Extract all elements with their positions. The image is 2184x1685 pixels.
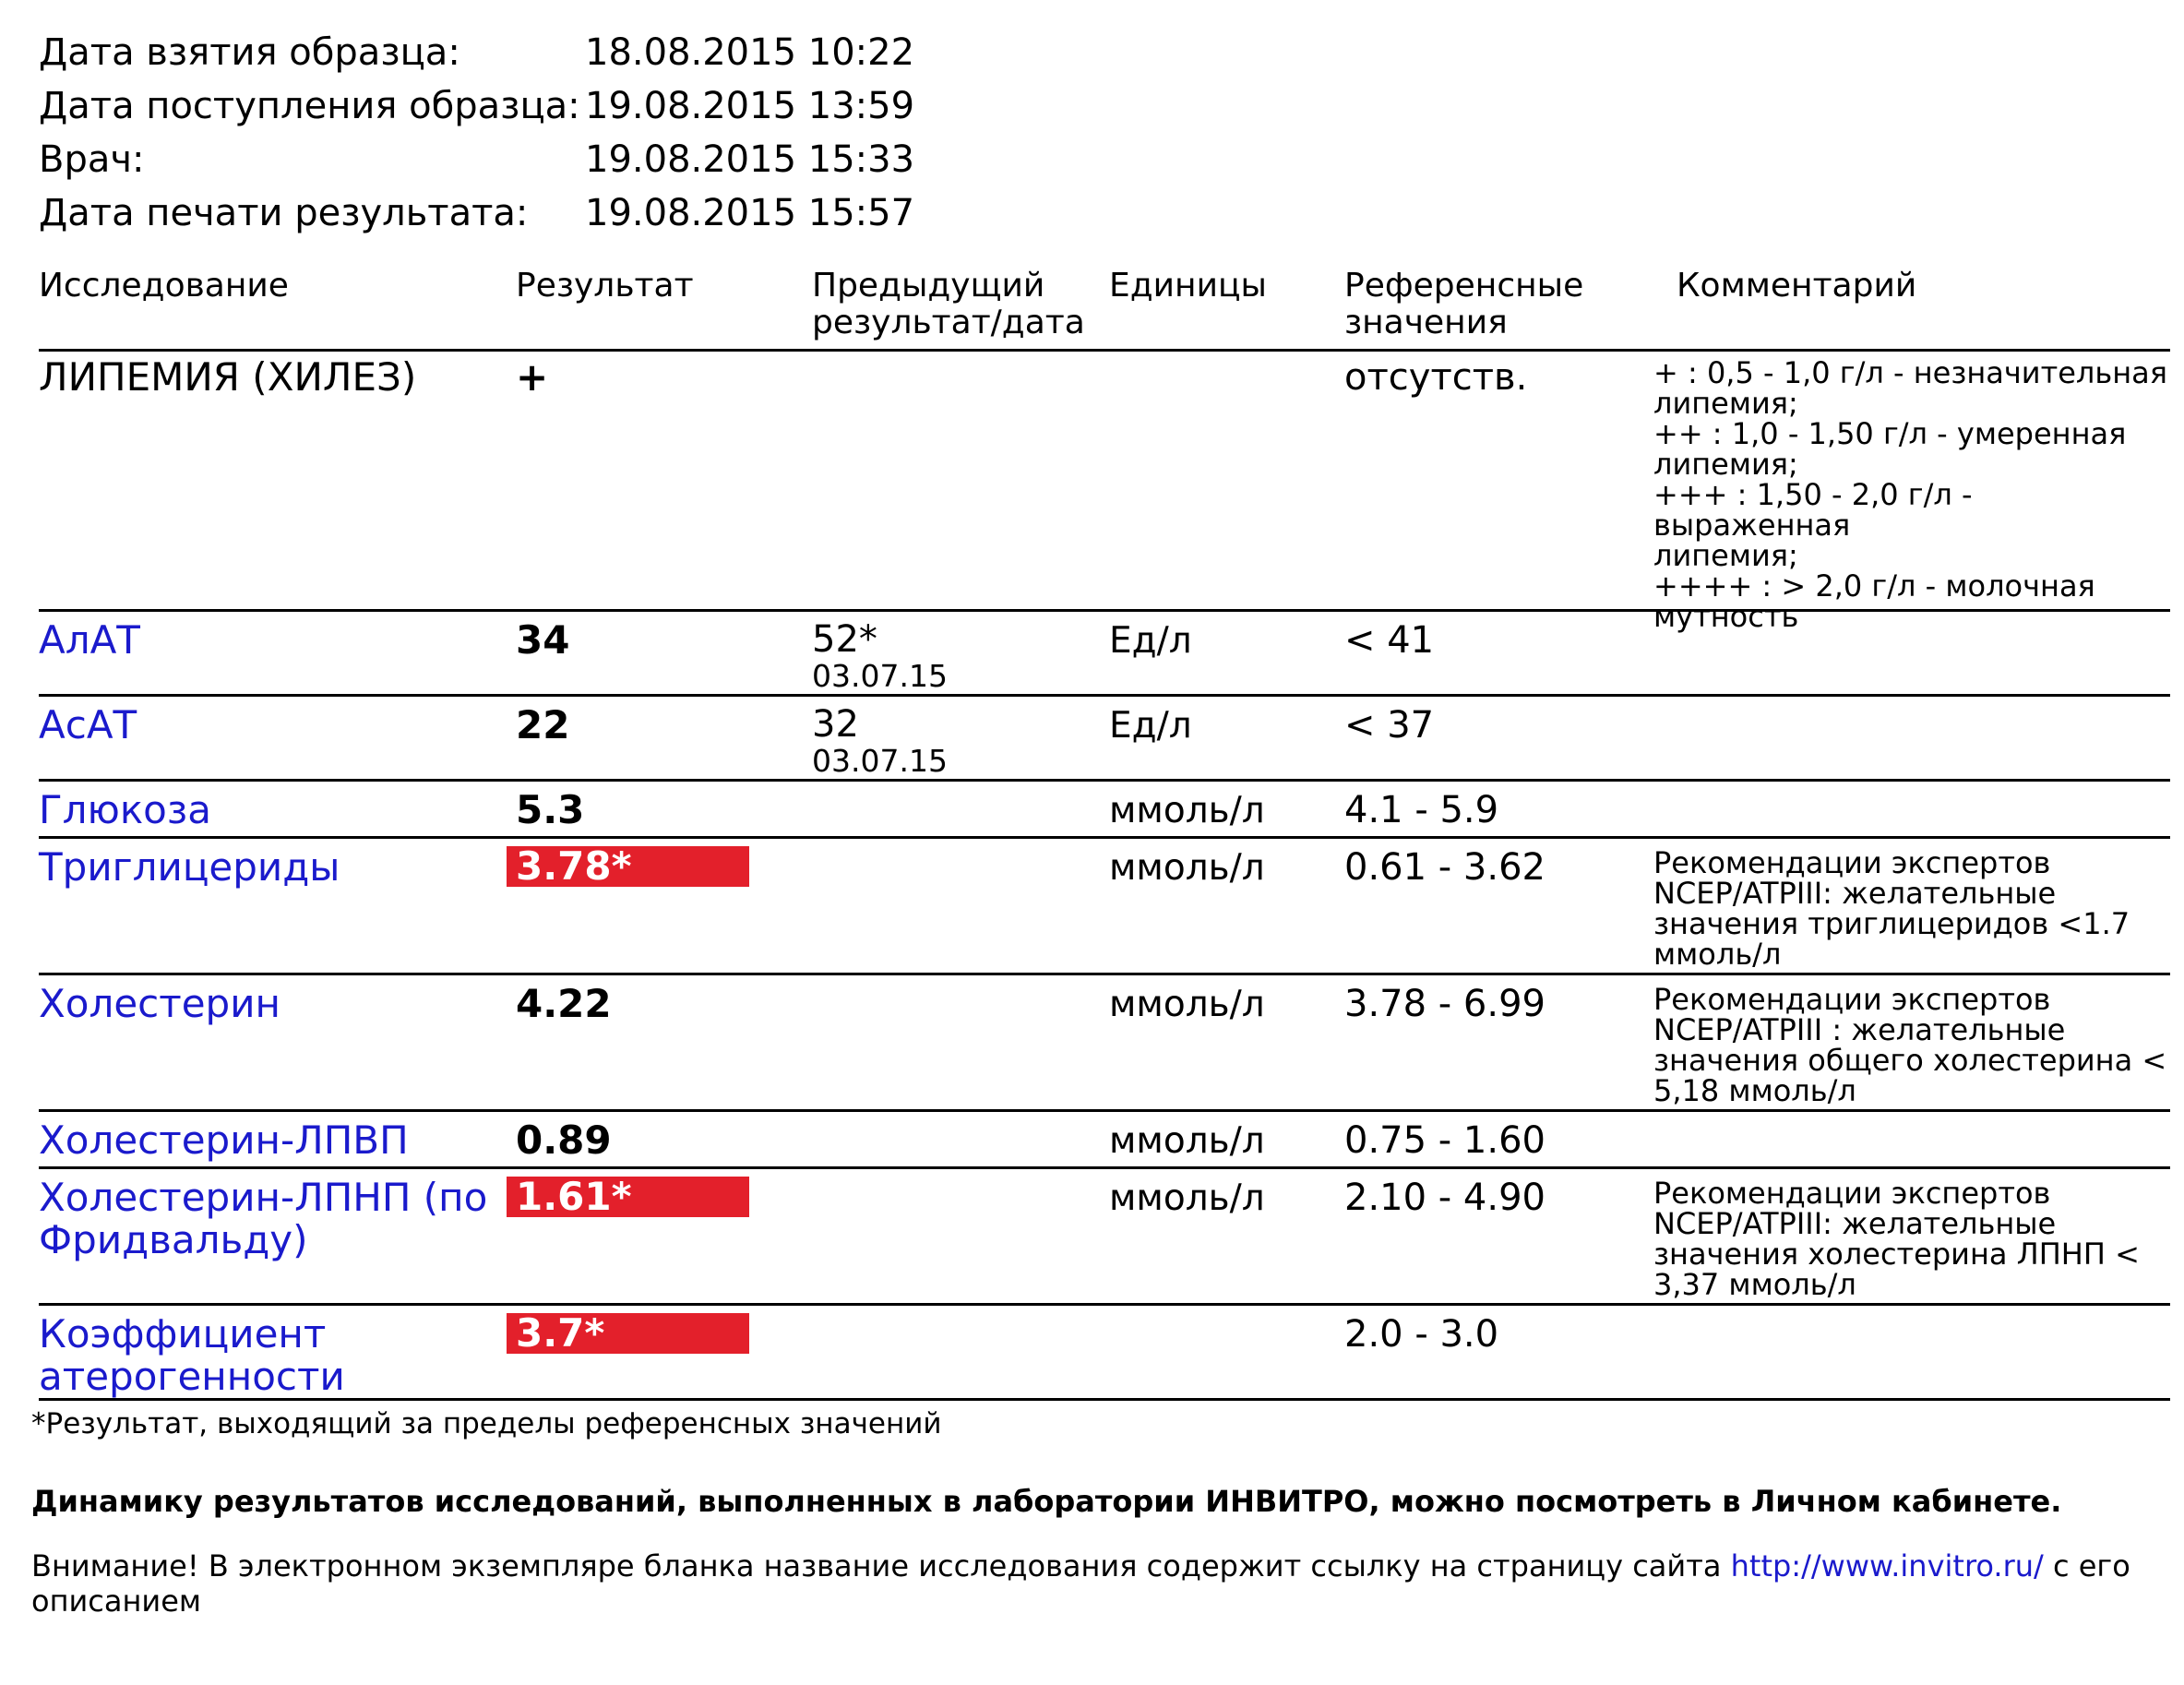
reference-range: < 41	[1344, 619, 1435, 662]
reference-range: 2.10 - 4.90	[1344, 1177, 1546, 1219]
unit: Ед/л	[1109, 620, 1192, 662]
reference-range: 2.0 - 3.0	[1344, 1313, 1499, 1356]
comment-line: мутность	[1653, 599, 1799, 634]
comment-line: NCEP/ATPIII: желательные	[1653, 876, 2057, 911]
previous-result	[812, 704, 948, 778]
table-row	[39, 1169, 2170, 1306]
comment	[1653, 1178, 2170, 1300]
test-name-link[interactable]: Глюкоза	[39, 787, 211, 832]
reference-range: 0.61 - 3.62	[1344, 846, 1546, 889]
notice-personal-account: Динамику результатов исследований, выполненных в лаборатории ИНВИТРО, можно посмотреть в Личном кабинете.	[31, 1484, 2062, 1519]
test-name-line2: Фридвальду)	[39, 1217, 308, 1262]
info-label: Дата поступления образца:	[39, 85, 580, 127]
notice-text: Внимание! В электронном экземпляре бланка название исследования содержит ссылку на страницу сайта	[31, 1548, 1722, 1583]
notice-electronic-copy	[31, 1548, 2184, 1619]
info-value: 19.08.2015 15:33	[585, 138, 915, 181]
info-value: 19.08.2015 13:59	[585, 85, 915, 127]
comment-line: липемия;	[1653, 386, 1798, 421]
test-name-line2: атерогенности	[39, 1354, 345, 1399]
unit: ммоль/л	[1109, 790, 1265, 831]
comment-line: значения холестерина ЛПНП <	[1653, 1237, 2140, 1272]
comment	[1653, 355, 2170, 634]
result-value: 22	[516, 702, 570, 747]
test-name-link[interactable]: Триглицериды	[39, 844, 340, 890]
result-value-flagged: 3.7*	[507, 1313, 749, 1354]
result-value: 34	[516, 617, 570, 663]
table-row	[39, 349, 2170, 634]
unit: ммоль/л	[1109, 1177, 1265, 1219]
previous-value: 52*	[812, 618, 877, 661]
comment-line: липемия;	[1653, 538, 1798, 573]
table-row	[39, 839, 2170, 975]
test-name-link[interactable]	[39, 1177, 519, 1261]
unit: ммоль/л	[1109, 847, 1265, 889]
results-table-header	[39, 268, 2170, 352]
comment-line: 3,37 ммоль/л	[1653, 1267, 1856, 1302]
comment-line: +++ : 1,50 - 2,0 г/л - выраженная	[1653, 477, 1973, 543]
comment-line: Рекомендации экспертов	[1653, 845, 2051, 880]
unit: ммоль/л	[1109, 1120, 1265, 1162]
info-value: 18.08.2015 10:22	[585, 31, 915, 74]
result-value: +	[516, 354, 549, 400]
header-previous-line1: Предыдущий	[812, 267, 1045, 305]
header-result: Результат	[516, 267, 694, 305]
header-reference-line1: Референсные	[1344, 267, 1584, 305]
result-value: 0.89	[516, 1117, 612, 1163]
comment	[1653, 982, 2170, 1108]
result-value: 4.22	[516, 981, 612, 1026]
result-value-flagged: 1.61*	[507, 1177, 749, 1217]
header-previous	[812, 268, 1085, 341]
footnote: *Результат, выходящий за пределы референсных значений	[31, 1407, 942, 1440]
notice-text-end: с его описанием	[31, 1548, 2130, 1619]
comment-line: + : 0,5 - 1,0 г/л - незначительная	[1653, 355, 2167, 390]
table-row	[39, 1112, 2170, 1169]
info-row-sample-taken	[39, 26, 1054, 79]
comment-line: ++++ : > 2,0 г/л - молочная	[1653, 568, 2095, 603]
previous-date: 03.07.15	[812, 658, 948, 694]
header-previous-line2: результат/дата	[812, 304, 1085, 341]
previous-value: 32	[812, 703, 859, 746]
test-name-line1: Коэффициент	[39, 1311, 327, 1356]
table-row	[39, 612, 2170, 697]
reference-range: < 37	[1344, 704, 1435, 747]
test-name-link[interactable]	[39, 1313, 519, 1398]
info-label: Дата взятия образца:	[39, 31, 460, 74]
table-row	[39, 1306, 2170, 1401]
result-value-flagged: 3.78*	[507, 846, 749, 887]
test-name-line1: Холестерин-ЛПНП (по	[39, 1175, 488, 1220]
comment	[1653, 845, 2170, 972]
header-reference	[1344, 268, 1583, 341]
comment-line: NCEP/ATPIII : желательные	[1653, 1012, 2066, 1047]
comment-line: NCEP/ATPIII: желательные	[1653, 1206, 2057, 1241]
header-comment: Комментарий	[1677, 267, 1917, 305]
comment-line: Рекомендации экспертов	[1653, 982, 2051, 1017]
test-name-lipemia: ЛИПЕМИЯ (ХИЛЕЗ)	[39, 354, 417, 400]
test-name-link[interactable]: Холестерин	[39, 981, 280, 1026]
table-row	[39, 782, 2170, 839]
reference-range: отсутств.	[1344, 356, 1528, 399]
table-row	[39, 975, 2170, 1112]
comment-line: значения общего холестерина <	[1653, 1043, 2167, 1078]
comment-line: Рекомендации экспертов	[1653, 1176, 2051, 1211]
comment-line: значения триглицеридов <1.7	[1653, 906, 2130, 941]
test-name-link[interactable]: АлАТ	[39, 617, 140, 663]
reference-range: 3.78 - 6.99	[1344, 983, 1546, 1025]
result-value: 5.3	[516, 787, 585, 832]
test-name-link[interactable]: АсАТ	[39, 702, 137, 747]
test-name-link[interactable]: Холестерин-ЛПВП	[39, 1117, 409, 1163]
info-row-sample-received	[39, 79, 1054, 133]
info-row-print-date	[39, 186, 1054, 240]
header-units: Единицы	[1109, 267, 1267, 305]
info-row-doctor	[39, 133, 1054, 186]
info-label: Дата печати результата:	[39, 192, 529, 234]
reference-range: 0.75 - 1.60	[1344, 1119, 1546, 1162]
header-test: Исследование	[39, 267, 289, 305]
comment-line: ммоль/л	[1653, 937, 1782, 972]
previous-date: 03.07.15	[812, 743, 948, 779]
info-label: Врач:	[39, 138, 145, 181]
sample-info	[39, 26, 1054, 240]
previous-result	[812, 619, 948, 693]
header-reference-line2: значения	[1344, 304, 1508, 341]
reference-range: 4.1 - 5.9	[1344, 789, 1499, 831]
comment-line: липемия;	[1653, 447, 1798, 482]
table-row	[39, 697, 2170, 782]
website-link[interactable]: http://www.invitro.ru/	[1730, 1548, 2044, 1583]
unit: ммоль/л	[1109, 984, 1265, 1025]
info-value: 19.08.2015 15:57	[585, 192, 915, 234]
unit: Ед/л	[1109, 705, 1192, 747]
comment-line: 5,18 ммоль/л	[1653, 1073, 1856, 1108]
comment-line: ++ : 1,0 - 1,50 г/л - умеренная	[1653, 416, 2127, 451]
